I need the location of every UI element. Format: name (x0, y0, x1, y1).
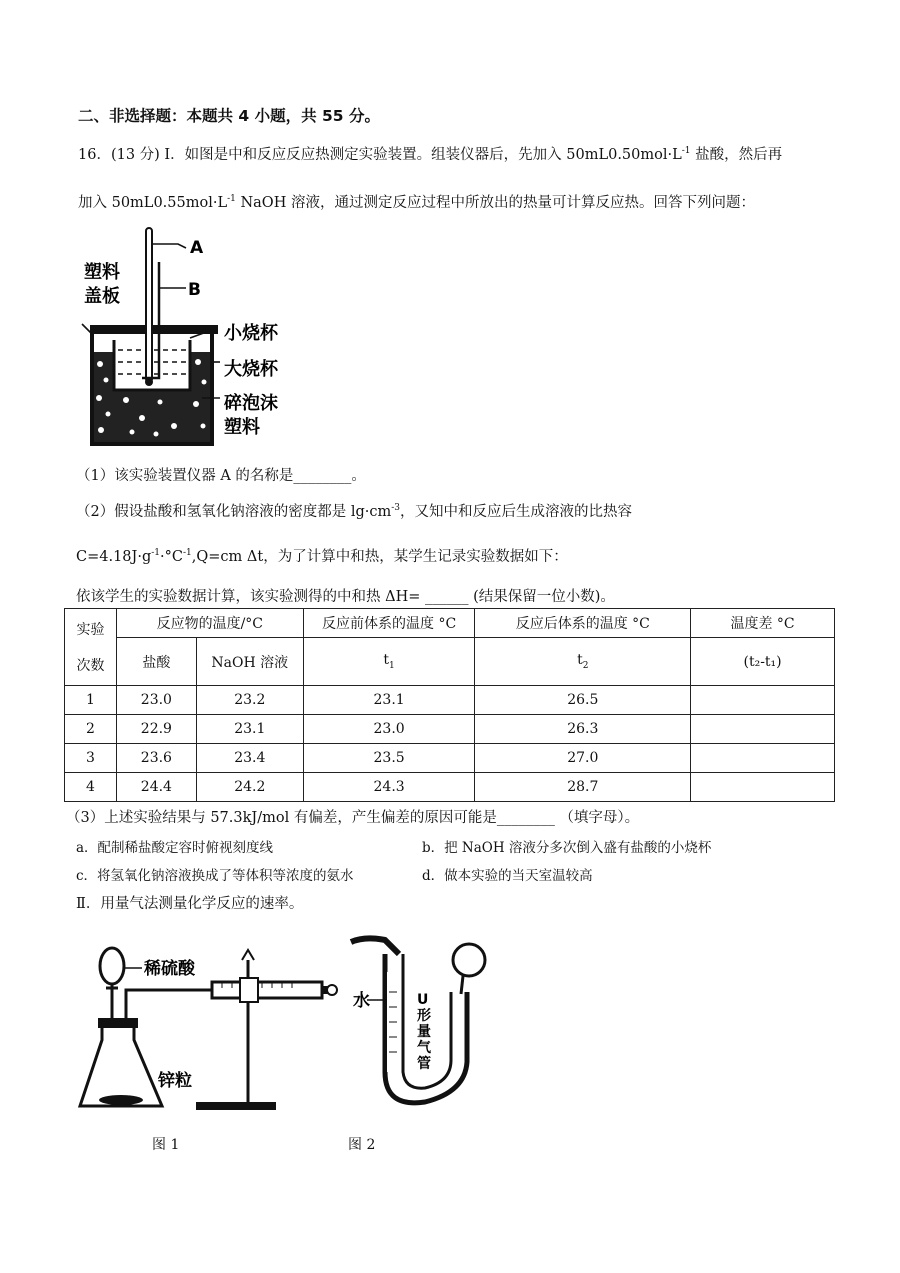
u-tube-label (417, 992, 432, 1072)
svg-text:U: U (417, 992, 429, 1008)
header-diff-formula: (t₂-t₁) (691, 638, 835, 686)
label-foam-1: 碎泡沫 (224, 393, 278, 414)
table-row: 2 22.9 23.1 23.0 26.3 (65, 715, 835, 744)
svg-text:气: 气 (417, 1040, 431, 1056)
figure-1-apparatus (72, 930, 342, 1120)
label-lid-1: 塑料 (84, 262, 120, 283)
q2-line-1: （2）假设盐酸和氢氧化钠溶液的密度都是 $\lg\cdot cm^{-3}$，又知中和反应后生成溶液的比热容 (76, 503, 633, 520)
syringe (212, 982, 322, 998)
option-a: a．配制稀盐酸定容时俯视刻度线 (76, 840, 274, 856)
header-reactant-temp: 反应物的温度/°C (116, 609, 303, 638)
figure-2-caption: 图 2 (348, 1137, 376, 1153)
header-hcl: 盐酸 (116, 638, 196, 686)
option-b: b．把 NaOH 溶液分多次倒入盛有盐酸的小烧杯 (422, 840, 712, 856)
svg-text:形: 形 (417, 1008, 431, 1024)
level-bulb (453, 944, 485, 976)
data-table (64, 608, 835, 802)
q2-line-3: 依该学生的实验数据计算，该实验测得的中和热 ΔH= ______ (结果保留一位小数)。 (76, 589, 615, 605)
label-foam-2: 塑料 (224, 417, 260, 438)
label-big-beaker: 大烧杯 (224, 359, 278, 380)
label-a: A (190, 238, 204, 258)
table-row: 4 24.4 24.2 24.3 28.7 (65, 773, 835, 802)
header-after-temp: 反应后体系的温度 °C (475, 609, 691, 638)
svg-text:管: 管 (417, 1056, 431, 1072)
table-row: 3 23.6 23.4 23.5 27.0 (65, 744, 835, 773)
part-2-heading: Ⅱ．用量气法测量化学反应的速率。 (76, 896, 304, 912)
question-line-1: 16．(13 分) I．如图是中和反应反应热测定实验装置。组装仪器后，先加入 $50mL0.50mol\cdot L^{-1}$ 盐酸，然后再 (78, 146, 783, 163)
zinc-label: 锌粒 (158, 1071, 192, 1091)
label-lid-2: 盖板 (84, 286, 120, 307)
svg-text:量: 量 (417, 1024, 431, 1040)
q2-line-2: $C=4.18J\cdot g^{-1}\cdot^\circ C^{-1},Q=cm$ Δt，为了计算中和热，某学生记录实验数据如下： (76, 548, 568, 565)
water-label: 水 (353, 991, 370, 1011)
acid-label: 稀硫酸 (144, 959, 195, 979)
question-line-2: 加入 $50mL0.55mol\cdot L^{-1}$ NaOH 溶液，通过测定反应过程中所放出的热量可计算反应热。回答下列问题： (78, 194, 755, 211)
calorimeter-figure (70, 222, 310, 454)
figure-2-apparatus (345, 932, 505, 1112)
figure-1-caption: 图 1 (152, 1137, 180, 1153)
header-exp: 实验 次数 (65, 609, 117, 686)
q1-text: （1）该实验装置仪器 A 的名称是________。 (76, 468, 366, 484)
table-row: 1 23.0 23.2 23.1 26.5 (65, 686, 835, 715)
label-small-beaker: 小烧杯 (224, 323, 278, 344)
header-before-temp: 反应前体系的温度 °C (303, 609, 475, 638)
label-b: B (188, 280, 201, 300)
option-d: d．做本实验的当天室温较高 (422, 868, 593, 884)
header-t1: $t_1$ (303, 638, 475, 686)
q3-text: （3）上述实验结果与 57.3kJ/mol 有偏差，产生偏差的原因可能是________ （填字母）。 (66, 810, 640, 826)
header-naoh: NaOH 溶液 (196, 638, 303, 686)
section-heading: 二、非选择题：本题共 4 小题，共 55 分。 (78, 107, 380, 125)
header-temp-diff: 温度差 °C (691, 609, 835, 638)
separatory-funnel (100, 948, 124, 984)
conical-flask (80, 1022, 162, 1106)
header-t2: $t_2$ (475, 638, 691, 686)
thermometer (146, 228, 152, 382)
option-c: c．将氢氧化钠溶液换成了等体积等浓度的氨水 (76, 868, 354, 884)
plastic-lid (90, 325, 218, 334)
zinc-granules (99, 1095, 143, 1105)
